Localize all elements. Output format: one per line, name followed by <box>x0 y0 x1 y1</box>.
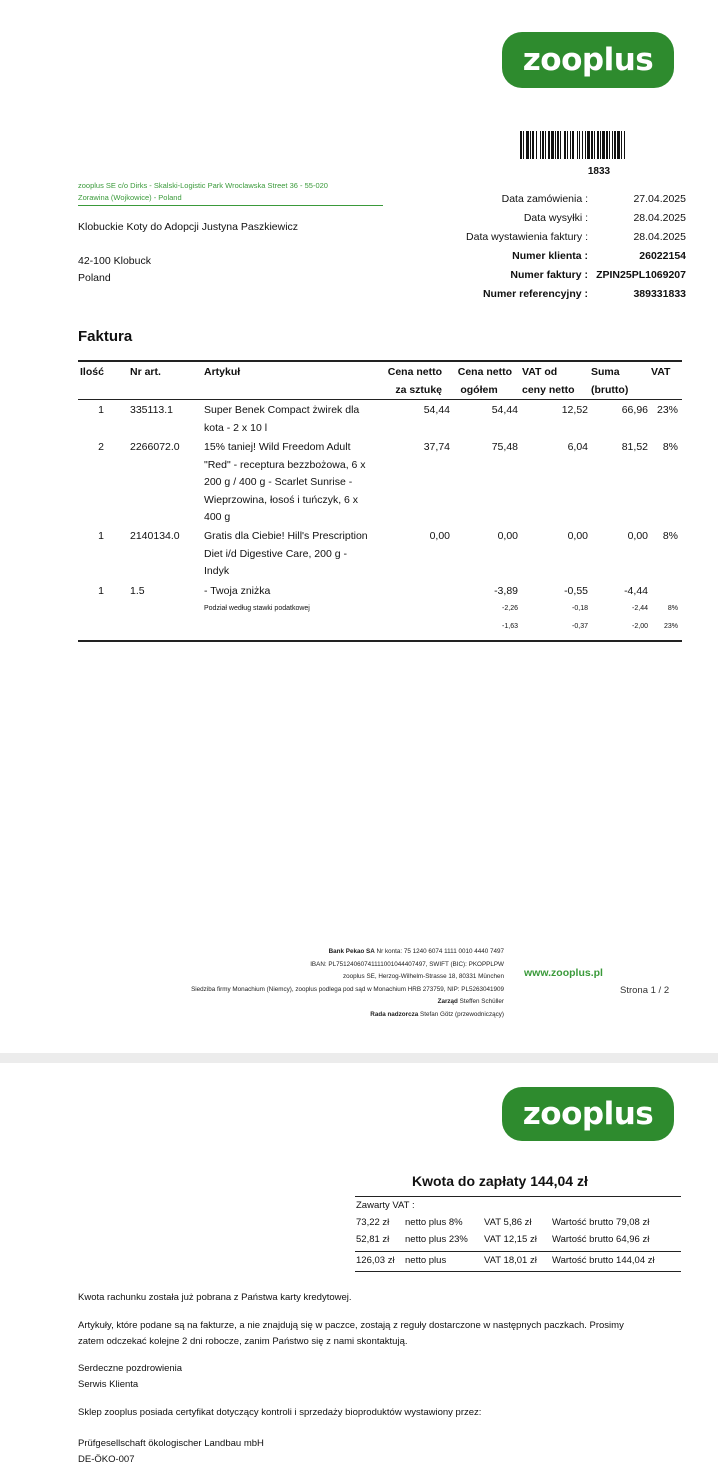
certificate-note: Sklep zooplus posiada certyfikat dotyczący kontroli i sprzedaży bioproduktów wystawiony przez: <box>78 1407 482 1418</box>
split-total-net: -1,63 <box>502 623 518 630</box>
row-vat: 12,52 <box>561 404 588 416</box>
sender-line-1: zooplus SE c/o Dirks - Skalski-Logistic Park Wroclawska Street 36 - 55-020 <box>78 181 328 190</box>
row-unit-net: 54,44 <box>423 404 450 416</box>
split-total-net: -2,26 <box>502 605 518 612</box>
row-rate: 8% <box>662 441 678 453</box>
vat-row-vat: VAT 5,86 zł <box>484 1217 532 1228</box>
page-number: Strona 1 / 2 <box>620 985 670 996</box>
greeting-line-2: Serwis Klienta <box>78 1379 139 1390</box>
barcode <box>520 131 678 159</box>
meta-value: ZPIN25PL1069207 <box>596 269 686 281</box>
row-total-net: 54,44 <box>491 404 518 416</box>
vat-total-desc: netto plus <box>405 1255 447 1266</box>
row-item <box>204 439 384 527</box>
split-sum: -2,44 <box>632 605 648 612</box>
row-qty: 1 <box>98 530 104 542</box>
header-unit-net-1: Cena netto <box>387 366 442 378</box>
split-rate: 23% <box>663 623 678 630</box>
greeting-line-1: Serdeczne pozdrowienia <box>78 1363 183 1374</box>
header-sum-1: Suma <box>591 366 620 378</box>
vat-total-gross: Wartość brutto 144,04 zł <box>552 1255 655 1266</box>
header-unit-net-2: za sztukę <box>395 383 442 396</box>
zooplus-logo-page2 <box>502 1087 674 1141</box>
invoice-title: Faktura <box>78 328 133 345</box>
row-vat: 6,04 <box>567 441 588 453</box>
vat-row-vat: VAT 12,15 zł <box>484 1234 537 1245</box>
header-bottom-rule <box>78 399 682 400</box>
meta-label: Numer faktury : <box>510 269 588 281</box>
delivery-note-line-2: zatem odczekać kolejne 2 dni robocze, zanim Państwo się z nami skontaktują. <box>78 1336 408 1347</box>
header-sum <box>591 364 628 399</box>
row-qty: 2 <box>98 441 104 453</box>
vat-header: Zawarty VAT : <box>356 1200 415 1211</box>
row-sum: 81,52 <box>621 441 648 453</box>
row-item-line: 15% taniej! Wild Freedom Adult <box>204 441 351 453</box>
page-separator <box>0 1053 718 1063</box>
footer-company: zooplus SE, Herzog-Wilhelm-Strasse 18, 80331 München <box>343 973 504 980</box>
discount-sum: -4,44 <box>624 585 648 597</box>
split-sum: -2,00 <box>632 623 648 630</box>
meta-label: Data wystawienia faktury : <box>466 231 588 243</box>
board-value: Steffen Schüller <box>459 998 504 1005</box>
row-sum: 0,00 <box>627 530 648 542</box>
row-item <box>204 402 384 437</box>
vat-bottom-rule <box>355 1271 681 1272</box>
split-vat: -0,37 <box>572 623 588 630</box>
discount-item: - Twoja zniżka <box>204 585 271 597</box>
supervisory-value: Stefan Götz (przewodniczący) <box>420 1010 504 1018</box>
recipient-country: Poland <box>78 272 111 284</box>
split-label: Podział według stawki podatkowej <box>204 605 310 612</box>
row-total-net: 0,00 <box>497 530 518 542</box>
delivery-note-line-1: Artykuły, które podane są na fakturze, a nie znajdują się w paczce, zostają z reguły dostarczone w następnych paczkach. Prosimy <box>78 1320 624 1331</box>
header-vat-2: ceny netto <box>522 383 575 396</box>
row-art: 2266072.0 <box>130 441 180 453</box>
vat-row-gross: Wartość brutto 64,96 zł <box>552 1234 650 1245</box>
amount-due-title: Kwota do zapłaty 144,04 zł <box>412 1173 588 1189</box>
meta-label: Data zamówienia : <box>501 193 588 205</box>
vat-row-net: 73,22 zł <box>356 1217 390 1228</box>
meta-label: Numer referencyjny : <box>482 288 588 300</box>
supervisory-label: Rada nadzorcza <box>370 1010 419 1018</box>
logo-text: zooplus <box>522 42 654 78</box>
split-rate: 8% <box>667 605 678 612</box>
row-item-line: 400 g <box>204 511 231 523</box>
vat-total-top-rule <box>355 1251 681 1252</box>
header-total-net <box>446 364 512 399</box>
meta-value: 27.04.2025 <box>633 193 686 205</box>
meta-value: 26022154 <box>639 250 686 262</box>
sender-underline <box>78 205 383 206</box>
amount-title-rule <box>355 1196 681 1197</box>
vat-row-gross: Wartość brutto 79,08 zł <box>552 1217 650 1228</box>
row-art: 335113.1 <box>130 404 174 416</box>
bank-account: Nr konta: 75 1240 6074 1111 0010 4440 7497 <box>376 948 504 955</box>
certificate-issuer <box>78 1436 264 1468</box>
header-total-net-1: Cena netto <box>457 366 512 378</box>
table-top-rule <box>78 360 682 362</box>
meta-value: 389331833 <box>633 288 686 300</box>
recipient-address: 42-100 Klobuck <box>78 255 151 267</box>
payment-note: Kwota rachunku została już pobrana z Państwa karty kredytowej. <box>78 1292 352 1303</box>
board-label: Zarząd <box>437 998 458 1005</box>
discount-art: 1.5 <box>130 585 145 597</box>
header-qty: Ilość <box>80 366 104 378</box>
split-vat: -0,18 <box>572 605 588 612</box>
discount-qty: 1 <box>98 585 104 597</box>
footer-seat: Siedziba firmy Monachium (Niemcy), zooplus podlega pod sąd w Monachium HRB 273759, NIP: PL5263041909 <box>191 985 504 993</box>
certificate-code: DE-ÖKO-007 <box>78 1454 135 1465</box>
website-link[interactable]: www.zooplus.pl <box>524 967 603 979</box>
barcode-number: 1833 <box>587 166 611 177</box>
header-total-net-2: ogółem <box>460 383 498 396</box>
header-item: Artykuł <box>204 366 241 378</box>
header-unit-net <box>370 364 442 399</box>
vat-row-net: 52,81 zł <box>356 1234 390 1245</box>
row-item <box>204 528 384 581</box>
footer-iban: IBAN: PL75124060741111001044407497, SWIFT (BIC): PKOPPLPW <box>310 960 504 968</box>
header-vat-1: VAT od <box>522 366 558 378</box>
meta-value: 28.04.2025 <box>633 212 686 224</box>
meta-value: 28.04.2025 <box>633 231 686 243</box>
table-bottom-rule <box>78 640 682 642</box>
row-item-line: Indyk <box>204 565 230 577</box>
vat-total-vat: VAT 18,01 zł <box>484 1255 537 1266</box>
row-vat: 0,00 <box>567 530 588 542</box>
row-sum: 66,96 <box>621 404 648 416</box>
row-art: 2140134.0 <box>130 530 180 542</box>
greeting <box>78 1361 182 1393</box>
row-total-net: 75,48 <box>491 441 518 453</box>
sender-line-2: Zorawina (Wojkowice) - Poland <box>78 193 182 202</box>
row-item-line: Super Benek Compact żwirek dla <box>204 404 360 416</box>
discount-total-net: -3,89 <box>494 585 518 597</box>
header-rate: VAT <box>651 366 671 378</box>
recipient-name: Klobuckie Koty do Adopcji Justyna Paszkiewicz <box>78 221 299 233</box>
vat-row-desc: netto plus 8% <box>405 1217 463 1228</box>
row-rate: 23% <box>656 404 678 416</box>
row-unit-net: 37,74 <box>423 441 450 453</box>
row-item-line: Gratis dla Ciebie! Hill's Prescription <box>204 530 368 542</box>
row-qty: 1 <box>98 404 104 416</box>
row-item-line: Diet i/d Digestive Care, 200 g - <box>204 547 347 560</box>
row-unit-net: 0,00 <box>429 530 450 542</box>
bank-label: Bank Pekao SA <box>328 948 375 955</box>
vat-row-desc: netto plus 23% <box>405 1234 468 1245</box>
header-sum-2: (brutto) <box>591 383 629 396</box>
certificate-org: Prüfgesellschaft ökologischer Landbau mbH <box>78 1438 264 1449</box>
row-item-line: Wieprzowina, łosoś i tuńczyk, 6 x <box>204 493 359 506</box>
header-vat <box>522 364 575 399</box>
header-art: Nr art. <box>130 366 161 378</box>
zooplus-logo <box>502 32 674 88</box>
logo-text-page2: zooplus <box>522 1096 654 1132</box>
meta-label: Numer klienta : <box>512 250 588 262</box>
row-item-line: "Red" - receptura bezzbożowa, 6 x <box>204 458 366 471</box>
row-item-line: kota - 2 x 10 l <box>204 421 268 434</box>
delivery-note <box>78 1318 698 1350</box>
meta-label: Data wysyłki : <box>523 212 588 224</box>
footer-board <box>100 996 504 1009</box>
footer-bank-info <box>100 946 504 1021</box>
row-item-line: 200 g / 400 g - Scarlet Sunrise - <box>204 476 353 488</box>
row-rate: 8% <box>662 530 678 542</box>
discount-vat: -0,55 <box>564 585 588 597</box>
footer-bank-line <box>100 946 504 959</box>
footer-supervisory <box>100 1009 504 1022</box>
vat-total-net: 126,03 zł <box>356 1255 395 1266</box>
